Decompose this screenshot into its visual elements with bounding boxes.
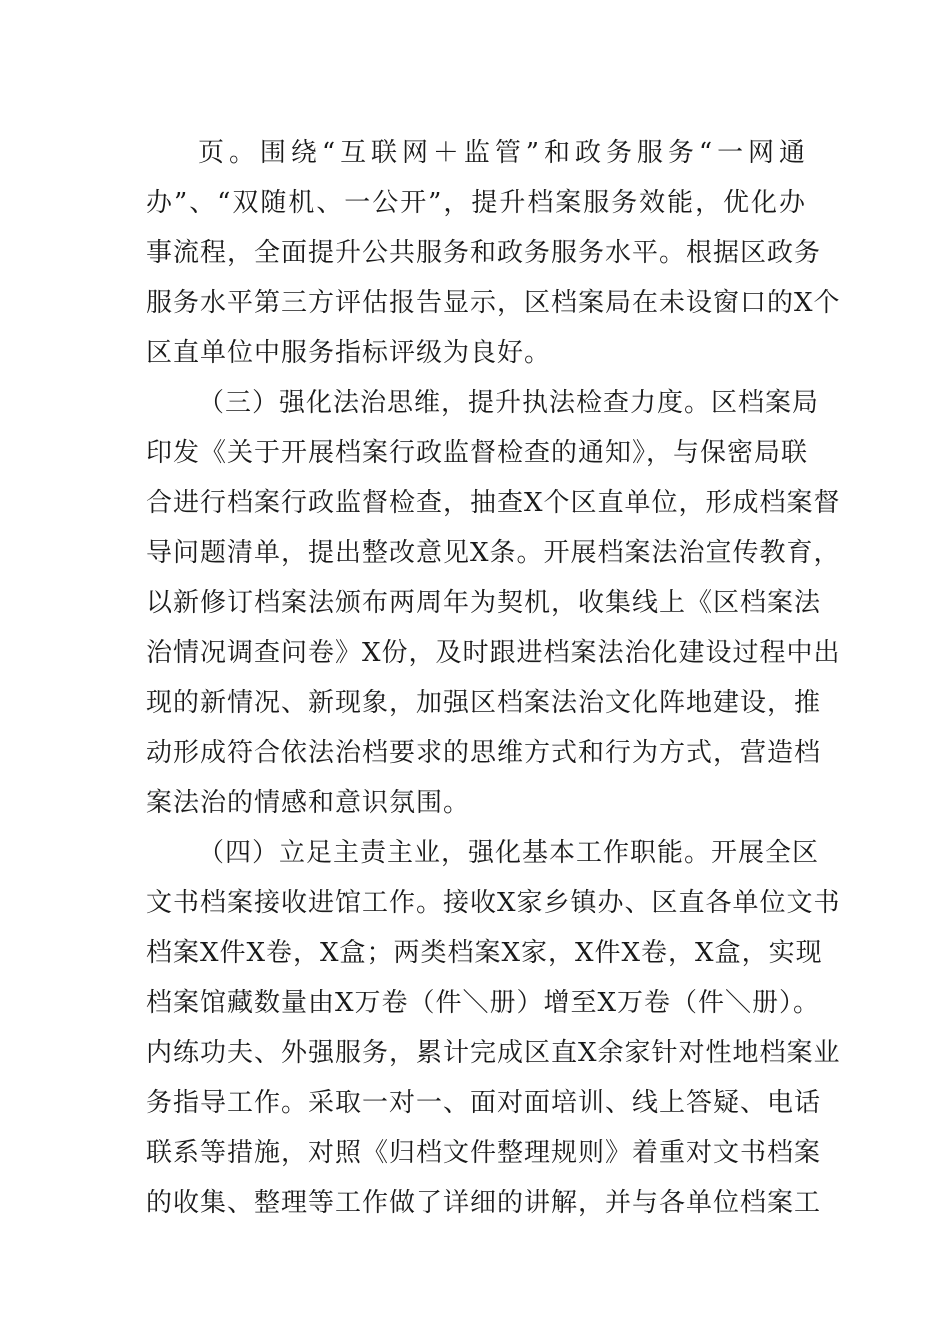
paragraph-3-line-4: 档案馆藏数量由X万卷（件＼册）增至X万卷（件＼册）。	[146, 988, 821, 1018]
paragraph-2-line-7: 现的新情况、新现象，加强区档案法治文化阵地建设，推	[146, 688, 822, 718]
paragraph-3-line-7: 联系等措施，对照《归档文件整理规则》着重对文书档案	[146, 1138, 822, 1168]
paragraph-1-line-2: 办”、“双随机、一公开”，提升档案服务效能，优化办	[146, 188, 806, 218]
paragraph-2-line-3: 合进行档案行政监督检查，抽查X个区直单位，形成档案督	[146, 488, 841, 518]
paragraph-2-line-6: 治情况调查问卷》X份，及时跟进档案法治化建设过程中出	[146, 638, 841, 668]
paragraph-3-line-8: 的收集、整理等工作做了详细的讲解，并与各单位档案工	[146, 1188, 822, 1218]
paragraph-2-line-4: 导问题清单，提出整改意见X条。开展档案法治宣传教育，	[146, 538, 841, 568]
paragraph-3-line-6: 务指导工作。采取一对一、面对面培训、线上答疑、电话	[146, 1088, 822, 1118]
paragraph-2-line-8: 动形成符合依法治档要求的思维方式和行为方式，营造档	[146, 738, 822, 768]
paragraph-3-line-5: 内练功夫、外强服务，累计完成区直X余家针对性地档案业	[146, 1038, 841, 1068]
paragraph-1-line-5: 区直单位中服务指标评级为良好。	[146, 338, 552, 368]
paragraph-2-line-1: （三）强化法治思维，提升执法检查力度。区档案局	[198, 388, 820, 418]
paragraph-2-line-2: 印发《关于开展档案行政监督检查的通知》，与保密局联	[146, 438, 809, 468]
paragraph-3-line-3: 档案X件X卷，X盒；两类档案X家，X件X卷，X盒，实现	[146, 938, 823, 968]
paragraph-2-line-9: 案法治的情感和意识氛围。	[146, 788, 471, 818]
paragraph-1-line-1: 页。围绕“互联网＋监管”和政务服务“一网通	[198, 138, 806, 168]
paragraph-1-line-3: 事流程，全面提升公共服务和政务服务水平。根据区政务	[146, 238, 822, 268]
paragraph-3-line-1: （四）立足主责主业，强化基本工作职能。开展全区	[198, 838, 820, 868]
paragraph-2-line-5: 以新修订档案法颁布两周年为契机，收集线上《区档案法	[146, 588, 822, 618]
paragraph-1-line-4: 服务水平第三方评估报告显示，区档案局在未设窗口的X个	[146, 288, 841, 318]
paragraph-3-line-2: 文书档案接收进馆工作。接收X家乡镇办、区直各单位文书	[146, 888, 841, 918]
